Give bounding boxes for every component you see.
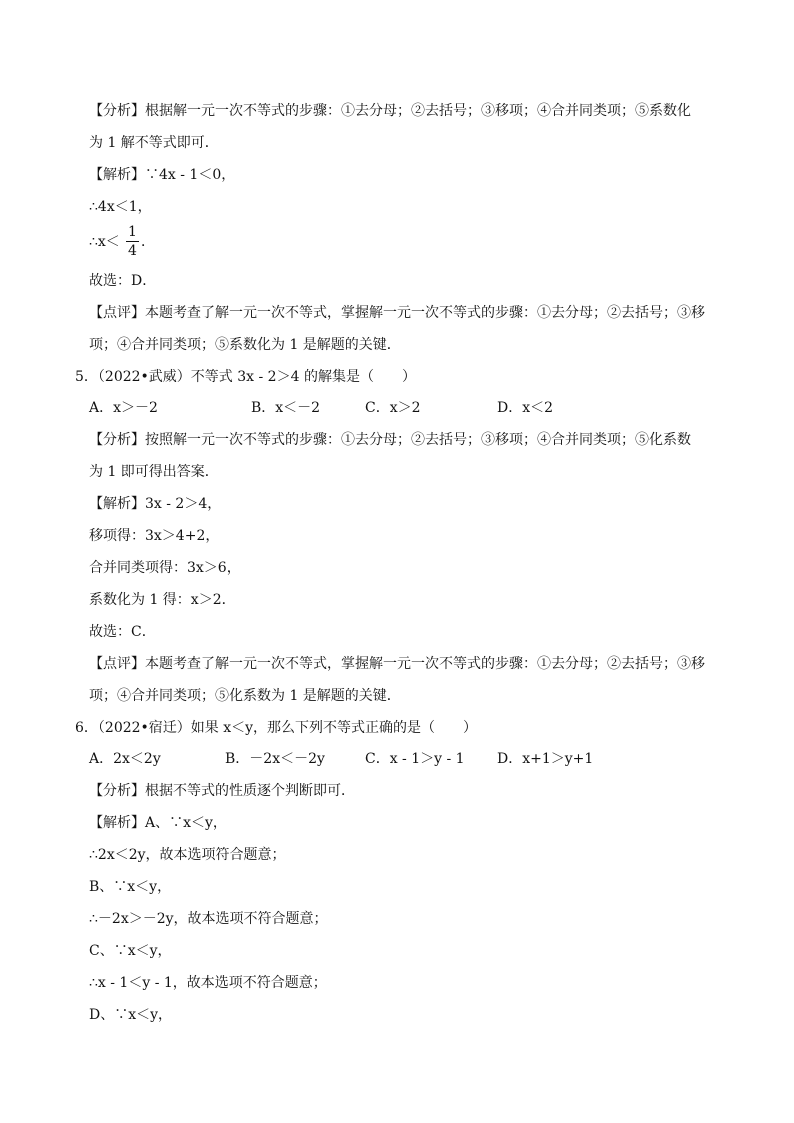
question-6-option-c: C．x - 1＞y - 1 <box>365 751 465 767</box>
q6-solution-line-6: ∴x - 1＜y - 1，故本选项不符合题意； <box>89 975 327 991</box>
q5-analysis-line-2: 为 1 即可得出答案． <box>89 464 219 480</box>
question-5-stem: 5．（2022•武威）不等式 3x - 2＞4 的解集是（ ） <box>75 369 416 385</box>
q6-solution-line-5: C、∵x＜y， <box>89 943 172 959</box>
fraction-one-quarter <box>126 224 139 259</box>
answer-choice-line: 故选：D． <box>89 273 157 289</box>
question-5-option-c: C．x＞2 <box>365 400 421 416</box>
q5-comment-line-2: 项；④合并同类项；⑤化系数为 1 是解题的关键． <box>89 688 401 704</box>
solution-line-3 <box>89 232 120 252</box>
fraction-suffix: ． <box>141 234 155 250</box>
question-6-option-a: A．2x＜2y <box>89 751 161 767</box>
q6-solution-line-2: ∴2x＜2y，故本选项符合题意； <box>89 847 286 863</box>
fraction-bar <box>126 241 139 242</box>
question-5-option-b: B．x＜－2 <box>251 400 321 416</box>
fraction-numerator: 1 <box>128 224 137 240</box>
q6-solution-line-3: B、∵x＜y， <box>89 879 172 895</box>
fraction-denominator: 4 <box>128 243 137 259</box>
q6-analysis-line: 【分析】根据不等式的性质逐个判断即可． <box>89 783 355 799</box>
q5-solution-line-1: 【解析】3x - 2＞4， <box>89 496 222 512</box>
question-6-option-b: B．－2x＜－2y <box>225 751 325 767</box>
q5-analysis-line-1: 【分析】按照解一元一次不等式的步骤：①去分母；②去括号；③移项；④合并同类项；⑤化系数 <box>89 432 691 448</box>
q6-solution-line-1: 【解析】A、∵x＜y， <box>89 815 227 831</box>
q5-solution-line-2: 移项得：3x＞4+2， <box>89 528 220 544</box>
solution-line-1: 【解析】∵4x - 1＜0， <box>89 167 236 183</box>
comment-line-2: 项；④合并同类项；⑤系数化为 1 是解题的关键． <box>89 337 401 353</box>
fraction-prefix: ∴x＜ <box>89 234 120 250</box>
q5-solution-line-4: 系数化为 1 得：x＞2． <box>89 592 236 608</box>
q5-answer-line: 故选：C． <box>89 624 156 640</box>
q6-solution-line-7: D、∵x＜y， <box>89 1007 173 1023</box>
question-6-stem: 6．（2022•宿迁）如果 x＜y，那么下列不等式正确的是（ ） <box>75 720 478 736</box>
question-5-option-a: A．x＞－2 <box>89 400 158 416</box>
comment-line-1: 【点评】本题考查了解一元一次不等式，掌握解一元一次不等式的步骤：①去分母；②去括号；③移 <box>89 305 705 321</box>
q6-solution-line-4: ∴－2x＞－2y，故本选项不符合题意； <box>89 911 328 927</box>
question-6-option-d: D．x+1＞y+1 <box>497 751 594 767</box>
q5-solution-line-3: 合并同类项得：3x＞6， <box>89 560 241 576</box>
question-5-option-d: D．x＜2 <box>497 400 554 416</box>
analysis-paragraph-line-1: 【分析】根据解一元一次不等式的步骤：①去分母；②去括号；③移项；④合并同类项；⑤系数化 <box>89 103 691 119</box>
solution-line-2: ∴4x＜1， <box>89 199 152 215</box>
q5-comment-line-1: 【点评】本题考查了解一元一次不等式，掌握解一元一次不等式的步骤：①去分母；②去括号；③移 <box>89 656 705 672</box>
analysis-paragraph-line-2: 为 1 解不等式即可． <box>89 135 219 151</box>
